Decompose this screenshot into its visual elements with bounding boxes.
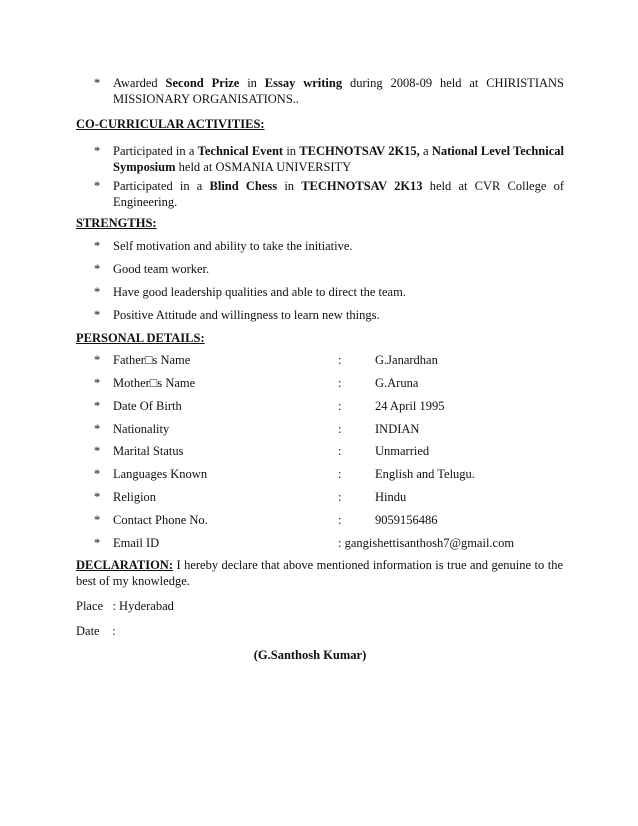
bullet-star: *	[94, 353, 101, 367]
detail-label: Nationality	[113, 422, 170, 436]
bullet-star: *	[94, 376, 101, 390]
strength-text: Good team worker.	[113, 262, 210, 276]
detail-value: G.Aruna	[375, 376, 419, 390]
strength-text: Self motivation and ability to take the initiative.	[113, 239, 353, 253]
detail-label: Date Of Birth	[113, 399, 182, 413]
co-curricular-item-2-line-2: Engineering.	[113, 195, 178, 209]
bullet-star: *	[94, 262, 101, 276]
detail-label: Marital Status	[113, 444, 184, 458]
award-event: Essay writing	[264, 76, 343, 90]
detail-label: Father□s Name	[113, 353, 191, 367]
detail-colon: :	[338, 353, 342, 367]
personal-detail-row	[94, 421, 564, 437]
detail-colon: :	[338, 376, 342, 390]
detail-colon: :	[338, 467, 342, 481]
award-text-part: Awarded	[113, 76, 166, 90]
personal-detail-row	[94, 535, 564, 551]
co-curricular-item-1-text	[113, 143, 564, 175]
detail-value: Hindu	[375, 490, 407, 504]
declaration-line-1	[76, 557, 563, 573]
co-curricular-item-2-text	[113, 178, 564, 210]
detail-value: Unmarried	[375, 444, 430, 458]
bullet-star: *	[94, 144, 101, 158]
detail-value: 9059156486	[375, 513, 438, 527]
detail-value: INDIAN	[375, 422, 420, 436]
text-part: a	[419, 144, 432, 158]
co-curricular-item-1-line-2	[113, 159, 564, 175]
strengths-heading: STRENGTHS:	[76, 216, 157, 230]
bullet-star: *	[94, 513, 101, 527]
bullet-star: *	[94, 179, 101, 193]
bullet-star: *	[94, 399, 101, 413]
declaration-text: I hereby declare that above mentioned information is true and genuine to the	[173, 558, 563, 572]
bullet-star: *	[94, 536, 101, 550]
detail-value: English and Telugu.	[375, 467, 475, 481]
text-part: Participated in a	[113, 179, 210, 193]
declaration-heading: DECLARATION:	[76, 558, 173, 572]
signature-name: (G.Santhosh Kumar)	[253, 648, 367, 662]
personal-detail-row	[94, 398, 564, 414]
bullet-star: *	[94, 76, 101, 90]
bullet-star: *	[94, 444, 101, 458]
co-curricular-item-2-line-1	[113, 178, 564, 194]
award-text-part: during 2008-09 held at CHIRISTIANS	[342, 76, 564, 90]
detail-colon: :	[338, 444, 342, 458]
personal-detail-row	[94, 512, 564, 528]
detail-label: Religion	[113, 490, 157, 504]
text-part: in	[277, 179, 302, 193]
text-bold: Technical Event	[197, 144, 284, 158]
personal-details-heading: PERSONAL DETAILS:	[76, 331, 205, 345]
bullet-star: *	[94, 490, 101, 504]
text-part: in	[283, 144, 300, 158]
text-bold: Blind Chess	[209, 179, 278, 193]
detail-colon: :	[338, 490, 342, 504]
text-bold: National Level Technical	[431, 144, 564, 158]
personal-detail-row	[94, 466, 564, 482]
email-value: : gangishettisanthosh7@gmail.com	[338, 536, 515, 550]
strength-text: Have good leadership qualities and able to direct the team.	[113, 285, 406, 299]
detail-value: 24 April 1995	[375, 399, 445, 413]
detail-label: Languages Known	[113, 467, 208, 481]
text-bold: TECHNOTSAV 2K15,	[299, 144, 420, 158]
detail-label: Mother□s Name	[113, 376, 196, 390]
detail-colon: :	[338, 513, 342, 527]
detail-label: Email ID	[113, 536, 160, 550]
text-bold: Symposium	[113, 160, 176, 174]
detail-label: Contact Phone No.	[113, 513, 208, 527]
date-line: Date :	[76, 624, 116, 638]
award-prize: Second Prize	[165, 76, 240, 90]
personal-detail-row	[94, 352, 564, 368]
co-curricular-item-1-line-1	[113, 143, 564, 159]
co-curricular-heading: CO-CURRICULAR ACTIVITIES:	[76, 117, 265, 131]
award-line-1	[113, 75, 564, 91]
text-part: held at CVR College of	[422, 179, 564, 193]
declaration-line-2: best of my knowledge.	[76, 574, 190, 588]
place-line: Place : Hyderabad	[76, 599, 174, 613]
bullet-star: *	[94, 239, 101, 253]
declaration	[76, 557, 563, 589]
personal-detail-row	[94, 375, 564, 391]
award-line-2: MISSIONARY ORGANISATIONS..	[113, 92, 300, 106]
award-text	[113, 75, 564, 107]
personal-detail-row	[94, 443, 564, 459]
text-part: held at OSMANIA UNIVERSITY	[175, 160, 352, 174]
detail-value: G.Janardhan	[375, 353, 438, 367]
personal-detail-row	[94, 489, 564, 505]
award-text-part: in	[239, 76, 265, 90]
bullet-star: *	[94, 422, 101, 436]
detail-colon: :	[338, 399, 342, 413]
strength-text: Positive Attitude and willingness to learn new things.	[113, 308, 380, 322]
detail-colon: :	[338, 422, 342, 436]
bullet-star: *	[94, 308, 101, 322]
text-part: Participated in a	[113, 144, 198, 158]
bullet-star: *	[94, 285, 101, 299]
bullet-star: *	[94, 467, 101, 481]
text-bold: TECHNOTSAV 2K13	[301, 179, 423, 193]
